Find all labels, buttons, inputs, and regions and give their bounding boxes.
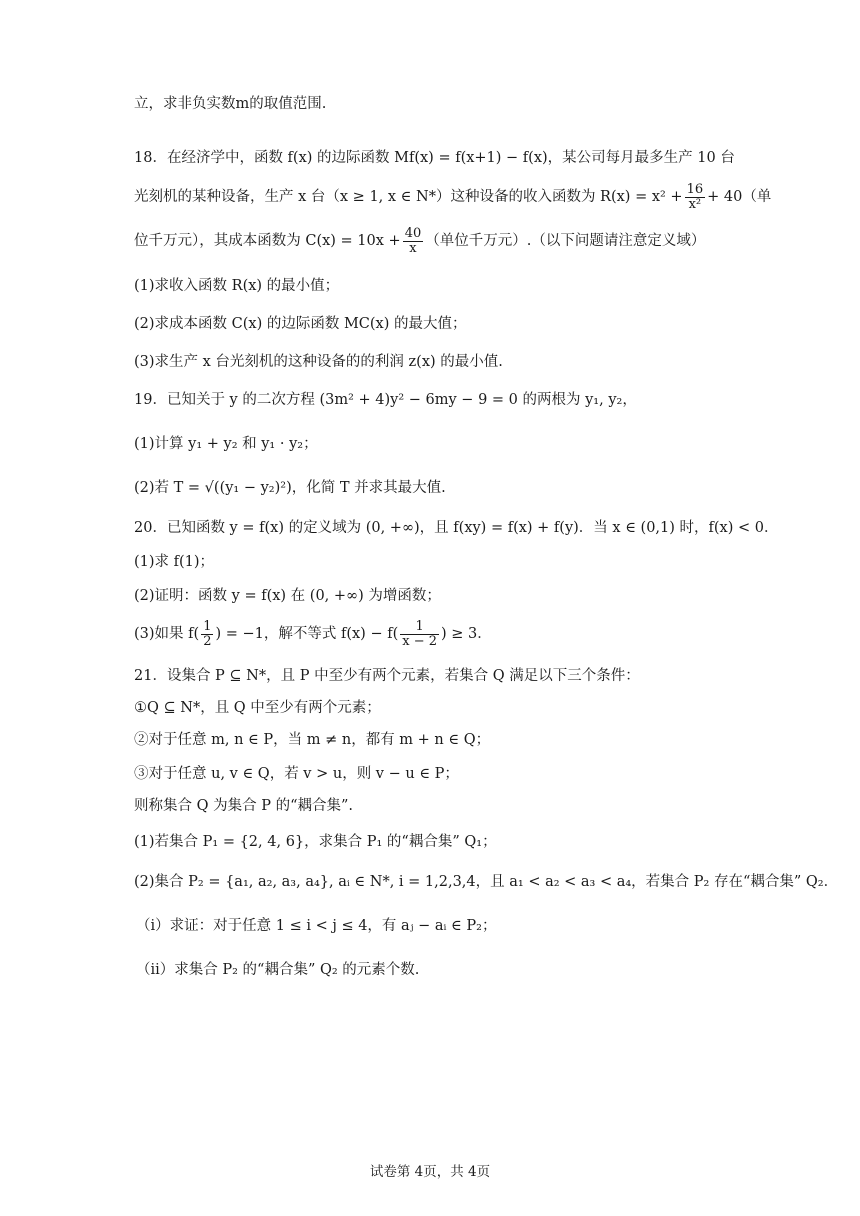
q18-line-2: 光刻机的某种设备，生产 x 台（x ≥ 1, x ∈ N*）这种设备的收入函数为 R(x) = x² + $\frac{16}{\text{x²}}$ + 40（单 [134,181,772,212]
q18-part-2: (2)求成本函数 C(x) 的边际函数 MC(x) 的最大值； [134,316,467,332]
q21-part-1: (1)若集合 P₁ = {2, 4, 6}，求集合 P₁ 的“耦合集” Q₁； [134,834,497,850]
fraction-one-half: $\frac{1}{2}$ [203,618,212,649]
fraction-16-over-x2: $\frac{16}{\text{x²}}$ [686,181,704,212]
q17-ending: 立，求非负实数m的取值范围. [134,96,327,112]
q21-condition-2: ②对于任意 m, n ∈ P，当 m ≠ n，都有 m + n ∈ Q； [134,732,491,748]
q20-stem: 20．已知函数 y = f(x) 的定义域为 (0, +∞)，且 f(xy) = f(x) + f(y)．当 x ∈ (0,1) 时，f(x) < 0． [134,520,779,536]
q19-part-1: (1)计算 y₁ + y₂ 和 y₁ · y₂； [134,436,318,452]
q21-condition-3: ③对于任意 u, v ∈ Q，若 v > u，则 v − u ∈ P； [134,766,459,782]
q21-part-2: (2)集合 P₂ = {a₁, a₂, a₃, a₄}, aᵢ ∈ N*, i = 1,2,3,4，且 a₁ < a₂ < a₃ < a₄，若集合 P₂ 存在“耦合集” Q₂． [134,874,839,890]
q20-part-3: (3)如果 f( $\frac{1}{2}$ ) = −1，解不等式 f(x) − f( $\frac{1}{x - 2}$ ) ≥ 3． [134,618,492,649]
q21-part-2-ii: （ii）求集合 P₂ 的“耦合集” Q₂ 的元素个数. [136,962,420,978]
fraction-1-over-x-minus-2: $\frac{1}{x - 2}$ [402,618,437,649]
q19-stem: 19．已知关于 y 的二次方程 (3m² + 4)y² − 6my − 9 = 0 的两根为 y₁, y₂， [134,392,637,408]
q19-part-2: (2)若 T = √((y₁ − y₂)²)，化简 T 并求其最大值. [134,480,446,496]
page-footer: 试卷第 4页，共 4页 [369,1164,491,1180]
q18-part-3: (3)求生产 x 台光刻机的这种设备的的利润 z(x) 的最小值. [134,354,503,370]
q21-definition: 则称集合 Q 为集合 P 的“耦合集”. [134,798,354,814]
q20-part-2: (2)证明：函数 y = f(x) 在 (0, +∞) 为增函数； [134,588,441,604]
q18-part-1: (1)求收入函数 R(x) 的最小值； [134,278,340,294]
q21-part-2-i: （i）求证：对于任意 1 ≤ i < j ≤ 4，有 aⱼ − aᵢ ∈ P₂； [136,918,497,934]
q21-stem: 21．设集合 P ⊆ N*，且 P 中至少有两个元素，若集合 Q 满足以下三个条件： [134,668,640,684]
q20-part-1: (1)求 f(1)； [134,554,215,570]
fraction-40-over-x: $\frac{40}{x}$ [404,225,422,256]
q18-line-1: 18．在经济学中，函数 f(x) 的边际函数 Mf(x) = f(x+1) − f(x)，某公司每月最多生产 10 台 [134,150,735,166]
q18-line-3: 位千万元），其成本函数为 C(x) = 10x + $\frac{40}{x}$ （单位千万元）.（以下问题请注意定义域） [134,225,706,256]
q21-condition-1: ①Q ⊆ N*，且 Q 中至少有两个元素； [134,700,381,716]
